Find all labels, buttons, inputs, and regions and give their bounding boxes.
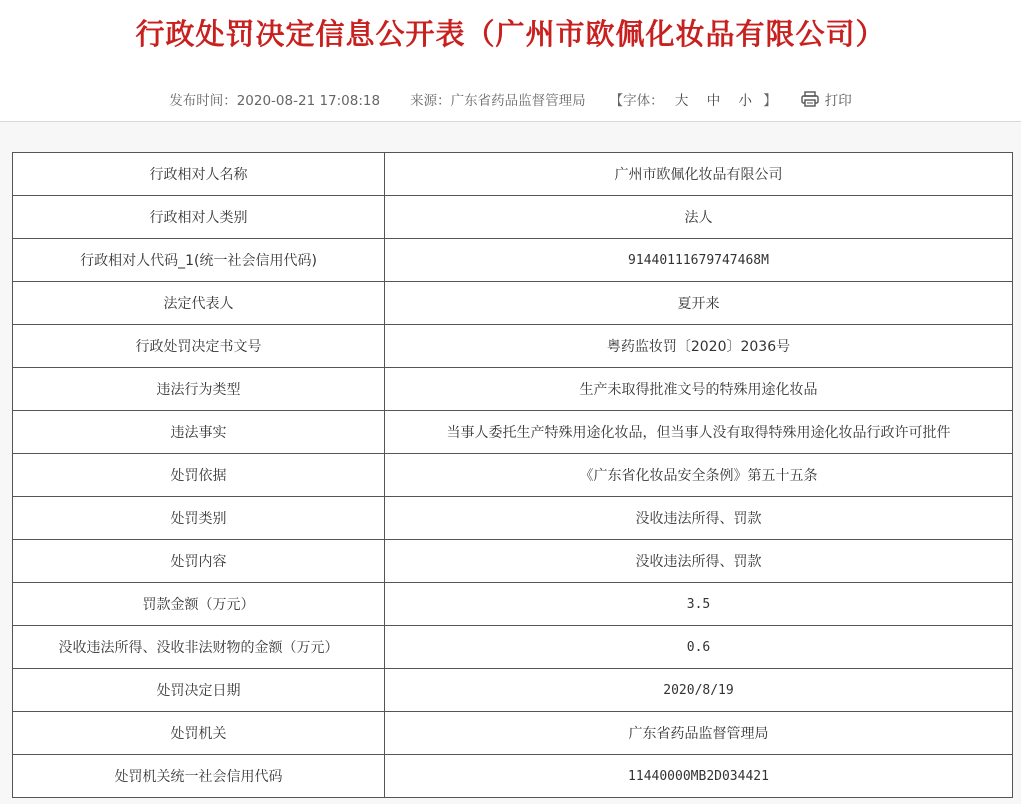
row-label: 处罚依据	[13, 454, 385, 497]
row-value: 11440000MB2D034421	[385, 755, 1013, 798]
row-label: 罚款金额（万元）	[13, 583, 385, 626]
row-value: 生产未取得批准文号的特殊用途化妆品	[385, 368, 1013, 411]
font-size-prefix: 【字体：	[609, 93, 664, 109]
row-value: 当事人委托生产特殊用途化妆品，但当事人没有取得特殊用途化妆品行政许可批件	[385, 411, 1013, 454]
row-value: 没收违法所得、罚款	[385, 497, 1013, 540]
row-value: 没收违法所得、罚款	[385, 540, 1013, 583]
font-size-control	[610, 89, 777, 109]
row-label: 处罚机关统一社会信用代码	[13, 755, 385, 798]
print-button[interactable]	[801, 89, 852, 109]
print-label: 打印	[824, 93, 852, 109]
table-row	[13, 755, 1013, 798]
row-label: 行政相对人代码_1(统一社会信用代码)	[13, 239, 385, 282]
row-label: 违法事实	[13, 411, 385, 454]
table-row	[13, 411, 1013, 454]
table-row	[13, 153, 1013, 196]
row-label: 处罚内容	[13, 540, 385, 583]
row-label: 行政处罚决定书文号	[13, 325, 385, 368]
row-label: 处罚类别	[13, 497, 385, 540]
row-value: 0.6	[385, 626, 1013, 669]
row-label: 违法行为类型	[13, 368, 385, 411]
row-label: 没收违法所得、没收非法财物的金额（万元）	[13, 626, 385, 669]
table-row	[13, 239, 1013, 282]
font-size-suffix: 】	[763, 93, 777, 109]
row-value: 广州市欧佩化妆品有限公司	[385, 153, 1013, 196]
table-row	[13, 325, 1013, 368]
source-label: 来源：广东省药品监督管理局	[410, 93, 586, 109]
row-value: 粤药监妆罚〔2020〕2036号	[385, 325, 1013, 368]
row-value: 法人	[385, 196, 1013, 239]
row-value: 夏开来	[385, 282, 1013, 325]
table-row	[13, 669, 1013, 712]
row-label: 行政相对人类别	[13, 196, 385, 239]
table-row	[13, 196, 1013, 239]
table-row	[13, 583, 1013, 626]
publish-time: 发布时间：2020-08-21 17:08:18	[169, 93, 381, 109]
row-value: 广东省药品监督管理局	[385, 712, 1013, 755]
font-size-large-button[interactable]: 大	[674, 93, 689, 109]
table-row	[13, 626, 1013, 669]
table-row	[13, 712, 1013, 755]
table-row	[13, 368, 1013, 411]
row-label: 处罚机关	[13, 712, 385, 755]
row-value: 《广东省化妆品安全条例》第五十五条	[385, 454, 1013, 497]
printer-icon	[801, 91, 819, 107]
row-label: 法定代表人	[13, 282, 385, 325]
table-row	[13, 454, 1013, 497]
article-meta	[0, 88, 1021, 110]
page-title: 行政处罚决定信息公开表（广州市欧佩化妆品有限公司）	[135, 17, 886, 51]
row-label: 行政相对人名称	[13, 153, 385, 196]
row-label: 处罚决定日期	[13, 669, 385, 712]
table-row	[13, 540, 1013, 583]
row-value: 3.5	[385, 583, 1013, 626]
row-value: 2020/8/19	[385, 669, 1013, 712]
table-row	[13, 282, 1013, 325]
font-size-medium-button[interactable]: 中	[706, 93, 721, 109]
font-size-small-button[interactable]: 小	[738, 93, 752, 109]
row-value: 91440111679747468M	[385, 239, 1013, 282]
table-row	[13, 497, 1013, 540]
penalty-info-table	[12, 152, 1013, 798]
